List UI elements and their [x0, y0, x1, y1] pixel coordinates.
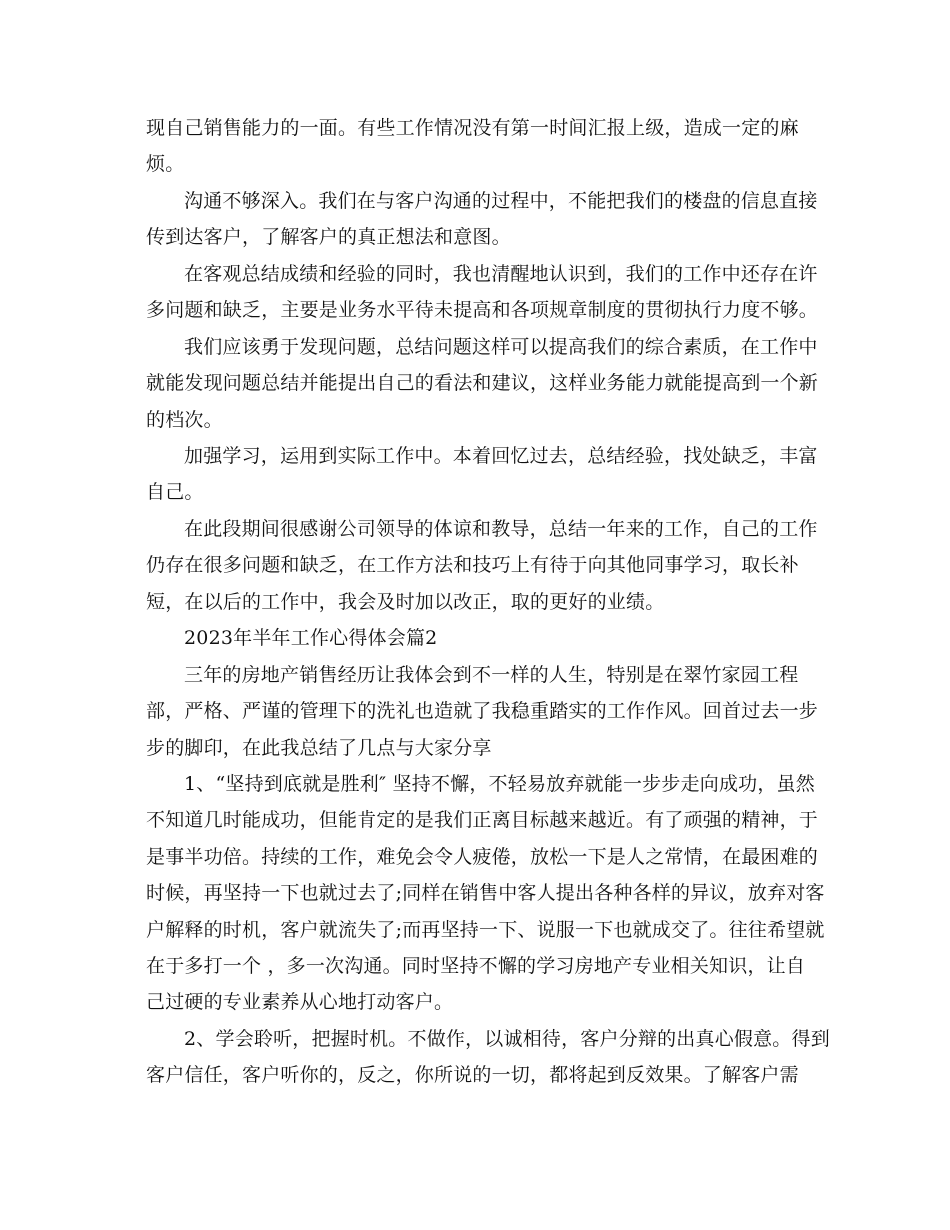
text-line: 就能发现问题总结并能提出自己的看法和建议，这样业务能力就能提高到一个新 — [146, 372, 819, 395]
text-line: 步的脚印，在此我总结了几点与大家分享 — [146, 736, 492, 759]
paragraph-sales-ability — [146, 110, 816, 183]
text-line: 不知道几时能成功，但能肯定的是我们正离目标越来越近。有了顽强的精神，于 — [146, 809, 819, 832]
text-line: 传到达客户，了解客户的真正想法和意图。 — [146, 226, 511, 249]
text-line: 己过硬的专业素养从心地打动客户。 — [146, 991, 454, 1014]
text-line: 在客观总结成绩和经验的同时，我也清醒地认识到，我们的工作中还存在许 — [184, 263, 818, 285]
text-line: 现自己销售能力的一面。有些工作情况没有第一时间汇报上级，造成一定的麻 — [146, 117, 799, 139]
text-line: 的档次。 — [146, 408, 223, 431]
heading-line: 2023年半年工作心得体会篇2 — [184, 627, 438, 649]
paragraph-experience — [146, 657, 819, 766]
paragraph-problems — [146, 256, 819, 329]
text-line: 1、“坚持到底就是胜利″ 坚持不懈，不轻易放弃就能一步步走向成功，虽然 — [184, 773, 815, 795]
section-heading — [146, 620, 816, 656]
paragraph-communication — [146, 183, 816, 256]
paragraph-find-problems — [146, 329, 819, 438]
text-line: 沟通不够深入。我们在与客户沟通的过程中，不能把我们的楼盘的信息直接 — [184, 190, 818, 212]
text-line: 多问题和缺乏，主要是业务水平待未提高和各项规章制度的贯彻执行力度不够。 — [146, 299, 819, 322]
text-line: 三年的房地产销售经历让我体会到不一样的人生，特别是在翠竹家园工程 — [184, 664, 799, 686]
paragraph-study — [146, 438, 816, 511]
text-line: 仍存在很多问题和缺乏，在工作方法和技巧上有待于向其他同事学习，取长补 — [146, 554, 799, 577]
text-line: 户解释的时机，客户就流失了;而再坚持一下、说服一下也就成交了。往往希望就 — [146, 918, 825, 941]
text-line: 部，严格、严谨的管理下的洗礼也造就了我稳重踏实的工作作风。回首过去一步 — [146, 700, 819, 723]
text-line: 烦。 — [146, 153, 185, 176]
text-line: 我们应该勇于发现问题，总结问题这样可以提高我们的综合素质，在工作中 — [184, 336, 818, 358]
text-line: 客户信任，客户听你的，反之，你所说的一切，都将起到反效果。了解客户需 — [146, 1064, 799, 1087]
paragraph-thanks — [146, 511, 816, 620]
text-line: 自己。 — [146, 481, 204, 504]
text-line: 时候，再坚持一下也就过去了;同样在销售中客人提出各种各样的异议，放弃对客 — [146, 882, 825, 905]
text-line: 短，在以后的工作中，我会及时加以改正，取的更好的业绩。 — [146, 590, 665, 613]
text-line: 加强学习，运用到实际工作中。本着回忆过去，总结经验，找处缺乏，丰富 — [184, 445, 818, 467]
text-line: 2、学会聆听，把握时机。不做作，以诚相待，客户分辩的出真心假意。得到 — [184, 1028, 830, 1050]
paragraph-point-1 — [146, 766, 825, 1021]
text-line: 在于多打一个 ，多一次沟通。同时坚持不懈的学习房地产专业相关知识，让自 — [146, 955, 806, 978]
paragraph-point-2 — [146, 1021, 830, 1094]
text-line: 在此段期间很感谢公司领导的体谅和教导，总结一年来的工作，自己的工作 — [184, 518, 818, 540]
text-line: 是事半功倍。持续的工作，难免会令人疲倦，放松一下是人之常情，在最困难的 — [146, 845, 819, 868]
